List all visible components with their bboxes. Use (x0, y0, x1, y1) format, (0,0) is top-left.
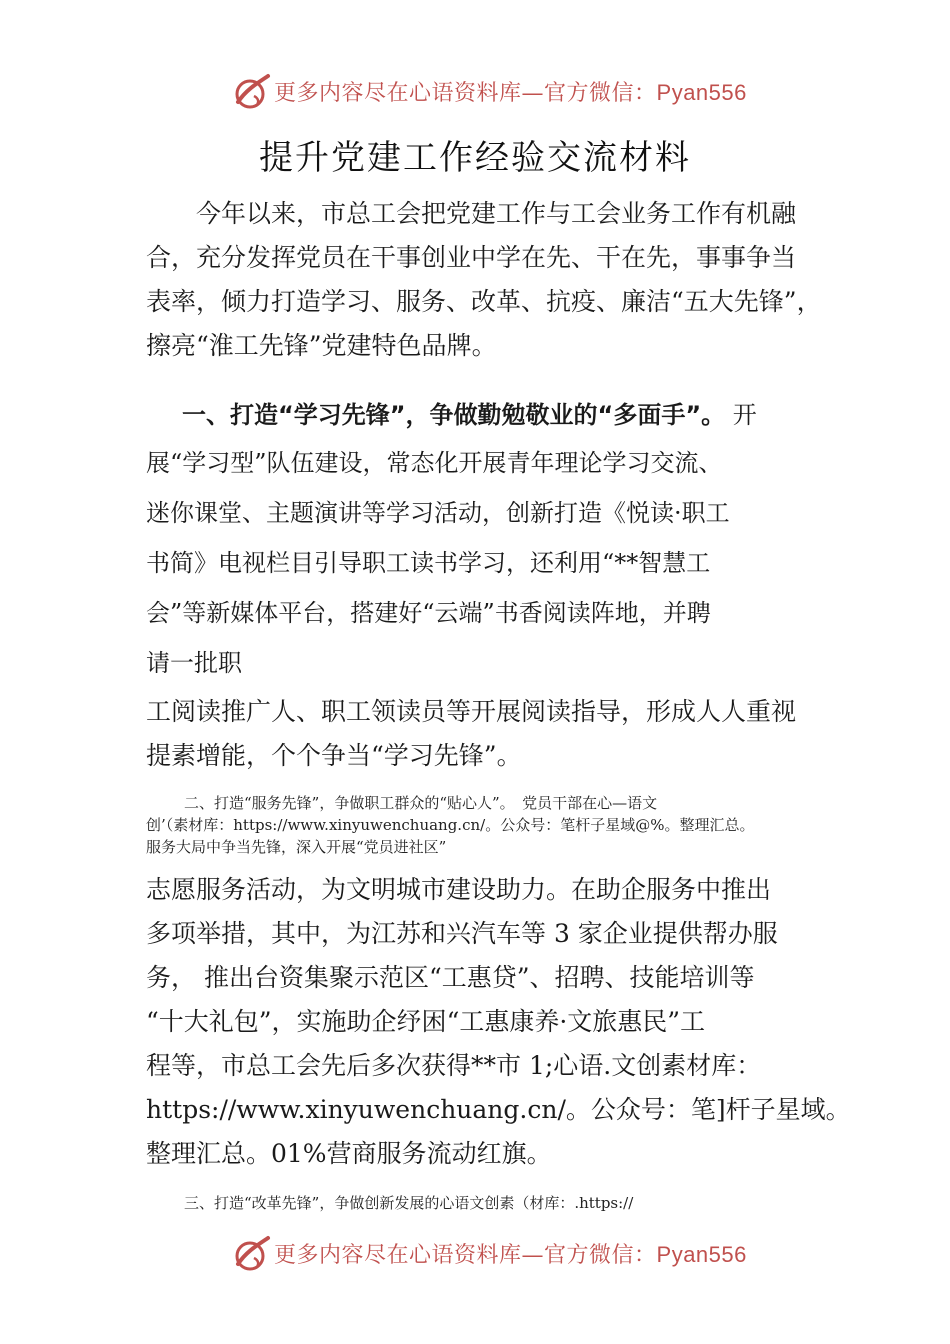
small-text-line: 服务大局中争当先锋，深入开展“党员进社区” (146, 838, 447, 856)
text-line: 整理汇总。01%营商服务流动红旗。 (146, 1139, 552, 1168)
text-line: 擦亮“淮工先锋”党建特色品牌。 (146, 331, 497, 360)
text-line: “十大礼包”，实施助企纾困“工惠康养·文旅惠民”工 (146, 1007, 706, 1036)
section-1-continued (146, 690, 836, 778)
section-1-heading: 一、打造“学习先锋”，争做勤勉敬业的“多面手”。 (182, 401, 726, 429)
small-text-line: 创’（素材库：https://www.xinyuwenchuang.cn/。公众号：笔杆子星域@%。整理汇总。 (146, 816, 755, 834)
text-line: 请一批职 (146, 649, 242, 677)
section-3-heading-block (146, 1192, 846, 1214)
text-line: 表率，倾力打造学习、服务、改革、抗疫、廉洁“五大先锋”， (146, 287, 822, 316)
section-1-heading-line (146, 392, 836, 438)
banner-label: 更多内容尽在心语资料库—官方微信： (274, 1243, 657, 1268)
brush-logo-icon (232, 72, 272, 112)
section-2-heading-block (146, 792, 846, 858)
text-line: 展“学习型”队伍建设，常态化开展青年理论学习交流、 (146, 449, 723, 477)
text-line: 迷你课堂、主题演讲等学习活动，创新打造《悦读·职工 (146, 499, 730, 527)
intro-paragraph (146, 192, 836, 368)
section-1 (146, 392, 836, 688)
text-line: https://www.xinyuwenchuang.cn/。公众号：笔]杆子星域。 (146, 1095, 851, 1124)
footer-banner (0, 1232, 950, 1276)
small-text-line: 三、打造“改革先锋”，争做创新发展的心语文创素（材库：.https:// (184, 1194, 634, 1212)
text-line: 书简》电视栏目引导职工读书学习，还利用“**智慧工 (146, 549, 711, 577)
text-line: 今年以来，市总工会把党建工作与工会业务工作有机融 (196, 199, 797, 228)
brush-logo-icon (232, 1234, 272, 1274)
header-banner (0, 70, 950, 114)
text-line: 工阅读推广人、职工领读员等开展阅读指导，形成人人重视 (146, 697, 797, 726)
text-line: 多项举措，其中，为江苏和兴汽车等 3 家企业提供帮办服 (146, 919, 778, 948)
banner-label: 更多内容尽在心语资料库—官方微信： (274, 81, 657, 106)
text-line: 合，充分发挥党员在干事创业中学在先、干在先，事事争当 (146, 243, 797, 272)
text-line: 志愿服务活动，为文明城市建设助力。在助企服务中推出 (146, 875, 772, 904)
banner-text (274, 76, 747, 107)
text-line: 会”等新媒体平台，搭建好“云端”书香阅读阵地，并聘 (146, 599, 711, 627)
section-1-heading-tail: 开 (732, 401, 757, 429)
banner-wechat-id: Pyan556 (656, 1242, 747, 1267)
section-2-body (146, 868, 851, 1176)
text-line: 务， 推出台资集聚示范区“工惠贷”、招聘、技能培训等 (146, 963, 755, 992)
text-line: 程等，市总工会先后多次获得**市 1;心语.文创素材库： (146, 1051, 762, 1080)
banner-wechat-id: Pyan556 (656, 80, 747, 105)
document-title: 提升党建工作经验交流材料 (259, 138, 691, 178)
banner-text (274, 1238, 747, 1269)
small-text-line: 二、打造“服务先锋”，争做职工群众的“贴心人”。 党员干部在心—语文 (184, 794, 658, 812)
text-line: 提素增能，个个争当“学习先锋”。 (146, 741, 522, 770)
